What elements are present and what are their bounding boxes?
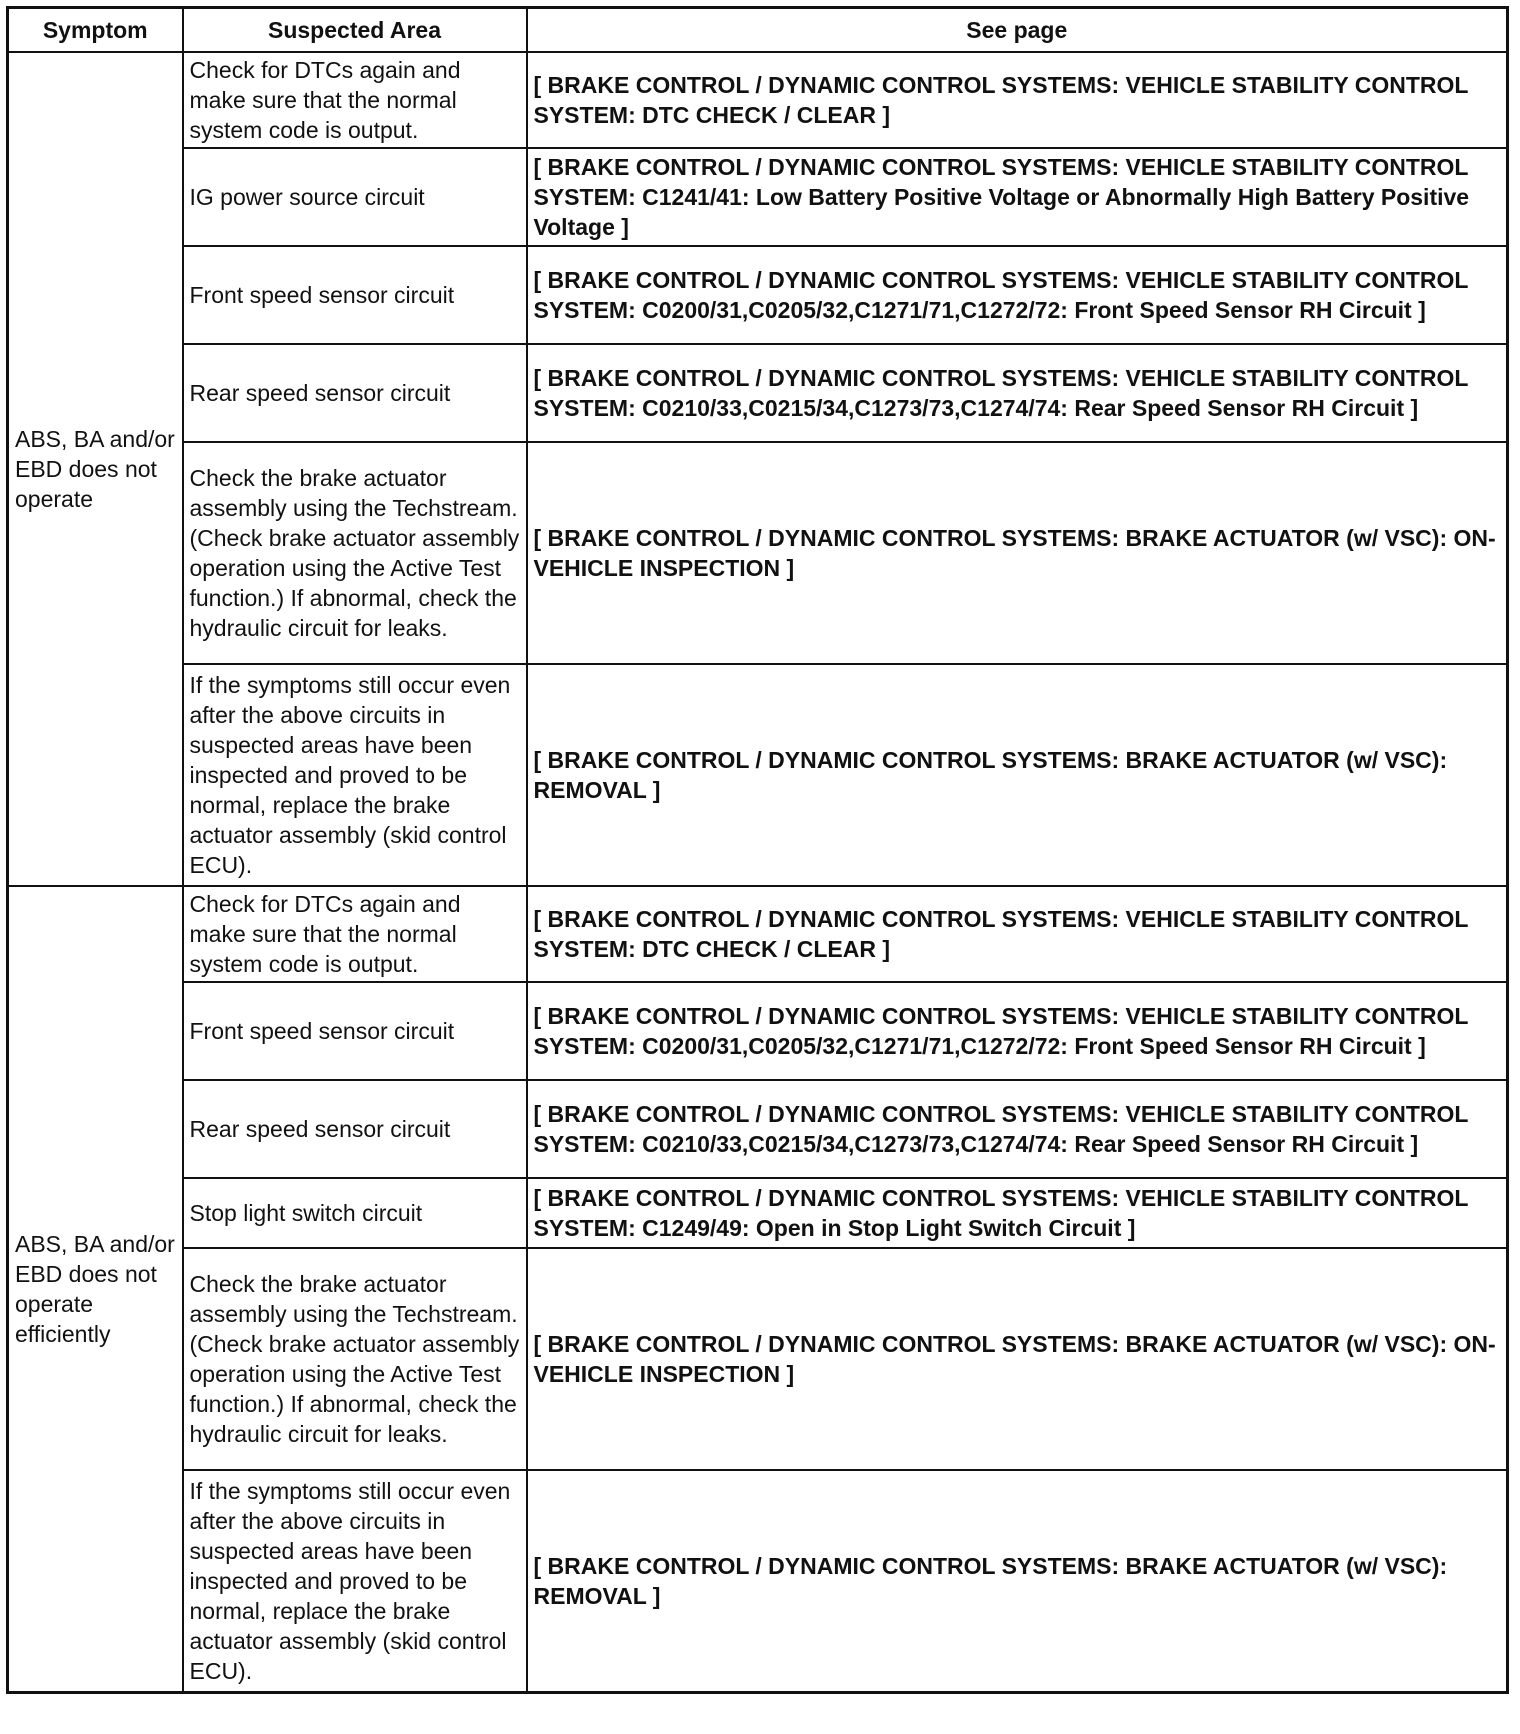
table-row [8,148,1508,246]
suspected-area-cell: Stop light switch circuit [183,1178,527,1248]
see-page-link[interactable]: [ BRAKE CONTROL / DYNAMIC CONTROL SYSTEMS: BRAKE ACTUATOR (w/ VSC): ON-VEHICLE INSPECTION ] [527,1248,1508,1470]
see-page-link[interactable]: [ BRAKE CONTROL / DYNAMIC CONTROL SYSTEMS: BRAKE ACTUATOR (w/ VSC): ON-VEHICLE INSPECTION ] [527,442,1508,664]
table-row [8,664,1508,886]
suspected-area-cell: Rear speed sensor circuit [183,1080,527,1178]
table-row [8,982,1508,1080]
suspected-area-cell: Check the brake actuator assembly using the Techstream. (Check brake actuator assembly operation using the Active Test function.) If abnormal, check the hydraulic circuit for leaks. [183,442,527,664]
table-row [8,344,1508,442]
see-page-link[interactable]: [ BRAKE CONTROL / DYNAMIC CONTROL SYSTEMS: VEHICLE STABILITY CONTROL SYSTEM: DTC CHECK / CLEAR ] [527,52,1508,148]
see-page-link[interactable]: [ BRAKE CONTROL / DYNAMIC CONTROL SYSTEMS: VEHICLE STABILITY CONTROL SYSTEM: DTC CHECK / CLEAR ] [527,886,1508,982]
suspected-area-cell: Check for DTCs again and make sure that the normal system code is output. [183,886,527,982]
see-page-link[interactable]: [ BRAKE CONTROL / DYNAMIC CONTROL SYSTEMS: VEHICLE STABILITY CONTROL SYSTEM: C1249/49: Open in Stop Light Switch Circuit ] [527,1178,1508,1248]
problem-symptoms-table-container [6,6,1506,1694]
suspected-area-cell: Front speed sensor circuit [183,246,527,344]
table-row [8,886,1508,982]
symptom-cell: ABS, BA and/or EBD does not operate [8,52,183,886]
suspected-area-cell: Front speed sensor circuit [183,982,527,1080]
header-symptom: Symptom [8,8,183,53]
see-page-link[interactable]: [ BRAKE CONTROL / DYNAMIC CONTROL SYSTEMS: VEHICLE STABILITY CONTROL SYSTEM: C0210/33,C0215/34,C1273/73,C1274/74: Rear Speed Sensor RH Circuit ] [527,1080,1508,1178]
table-header-row [8,8,1508,53]
table-row [8,1178,1508,1248]
see-page-link[interactable]: [ BRAKE CONTROL / DYNAMIC CONTROL SYSTEMS: VEHICLE STABILITY CONTROL SYSTEM: C0200/31,C0205/32,C1271/71,C1272/72: Front Speed Sensor RH Circuit ] [527,246,1508,344]
table-row [8,442,1508,664]
table-row [8,1248,1508,1470]
table-row [8,1470,1508,1692]
header-suspected-area: Suspected Area [183,8,527,53]
suspected-area-cell: Check for DTCs again and make sure that the normal system code is output. [183,52,527,148]
table-row [8,52,1508,148]
see-page-link[interactable]: [ BRAKE CONTROL / DYNAMIC CONTROL SYSTEMS: BRAKE ACTUATOR (w/ VSC): REMOVAL ] [527,1470,1508,1692]
see-page-link[interactable]: [ BRAKE CONTROL / DYNAMIC CONTROL SYSTEMS: VEHICLE STABILITY CONTROL SYSTEM: C1241/41: Low Battery Positive Voltage or Abnormally High Battery Positive Voltage ] [527,148,1508,246]
suspected-area-cell: If the symptoms still occur even after the above circuits in suspected areas have been inspected and proved to be normal, replace the brake actuator assembly (skid control ECU). [183,1470,527,1692]
table-row [8,246,1508,344]
suspected-area-cell: Check the brake actuator assembly using the Techstream. (Check brake actuator assembly operation using the Active Test function.) If abnormal, check the hydraulic circuit for leaks. [183,1248,527,1470]
see-page-link[interactable]: [ BRAKE CONTROL / DYNAMIC CONTROL SYSTEMS: VEHICLE STABILITY CONTROL SYSTEM: C0210/33,C0215/34,C1273/73,C1274/74: Rear Speed Sensor RH Circuit ] [527,344,1508,442]
see-page-link[interactable]: [ BRAKE CONTROL / DYNAMIC CONTROL SYSTEMS: BRAKE ACTUATOR (w/ VSC): REMOVAL ] [527,664,1508,886]
see-page-link[interactable]: [ BRAKE CONTROL / DYNAMIC CONTROL SYSTEMS: VEHICLE STABILITY CONTROL SYSTEM: C0200/31,C0205/32,C1271/71,C1272/72: Front Speed Sensor RH Circuit ] [527,982,1508,1080]
table-row [8,1080,1508,1178]
suspected-area-cell: If the symptoms still occur even after the above circuits in suspected areas have been inspected and proved to be normal, replace the brake actuator assembly (skid control ECU). [183,664,527,886]
header-see-page: See page [527,8,1508,53]
suspected-area-cell: IG power source circuit [183,148,527,246]
symptom-cell: ABS, BA and/or EBD does not operate efficiently [8,886,183,1692]
suspected-area-cell: Rear speed sensor circuit [183,344,527,442]
problem-symptoms-table [6,6,1509,1694]
